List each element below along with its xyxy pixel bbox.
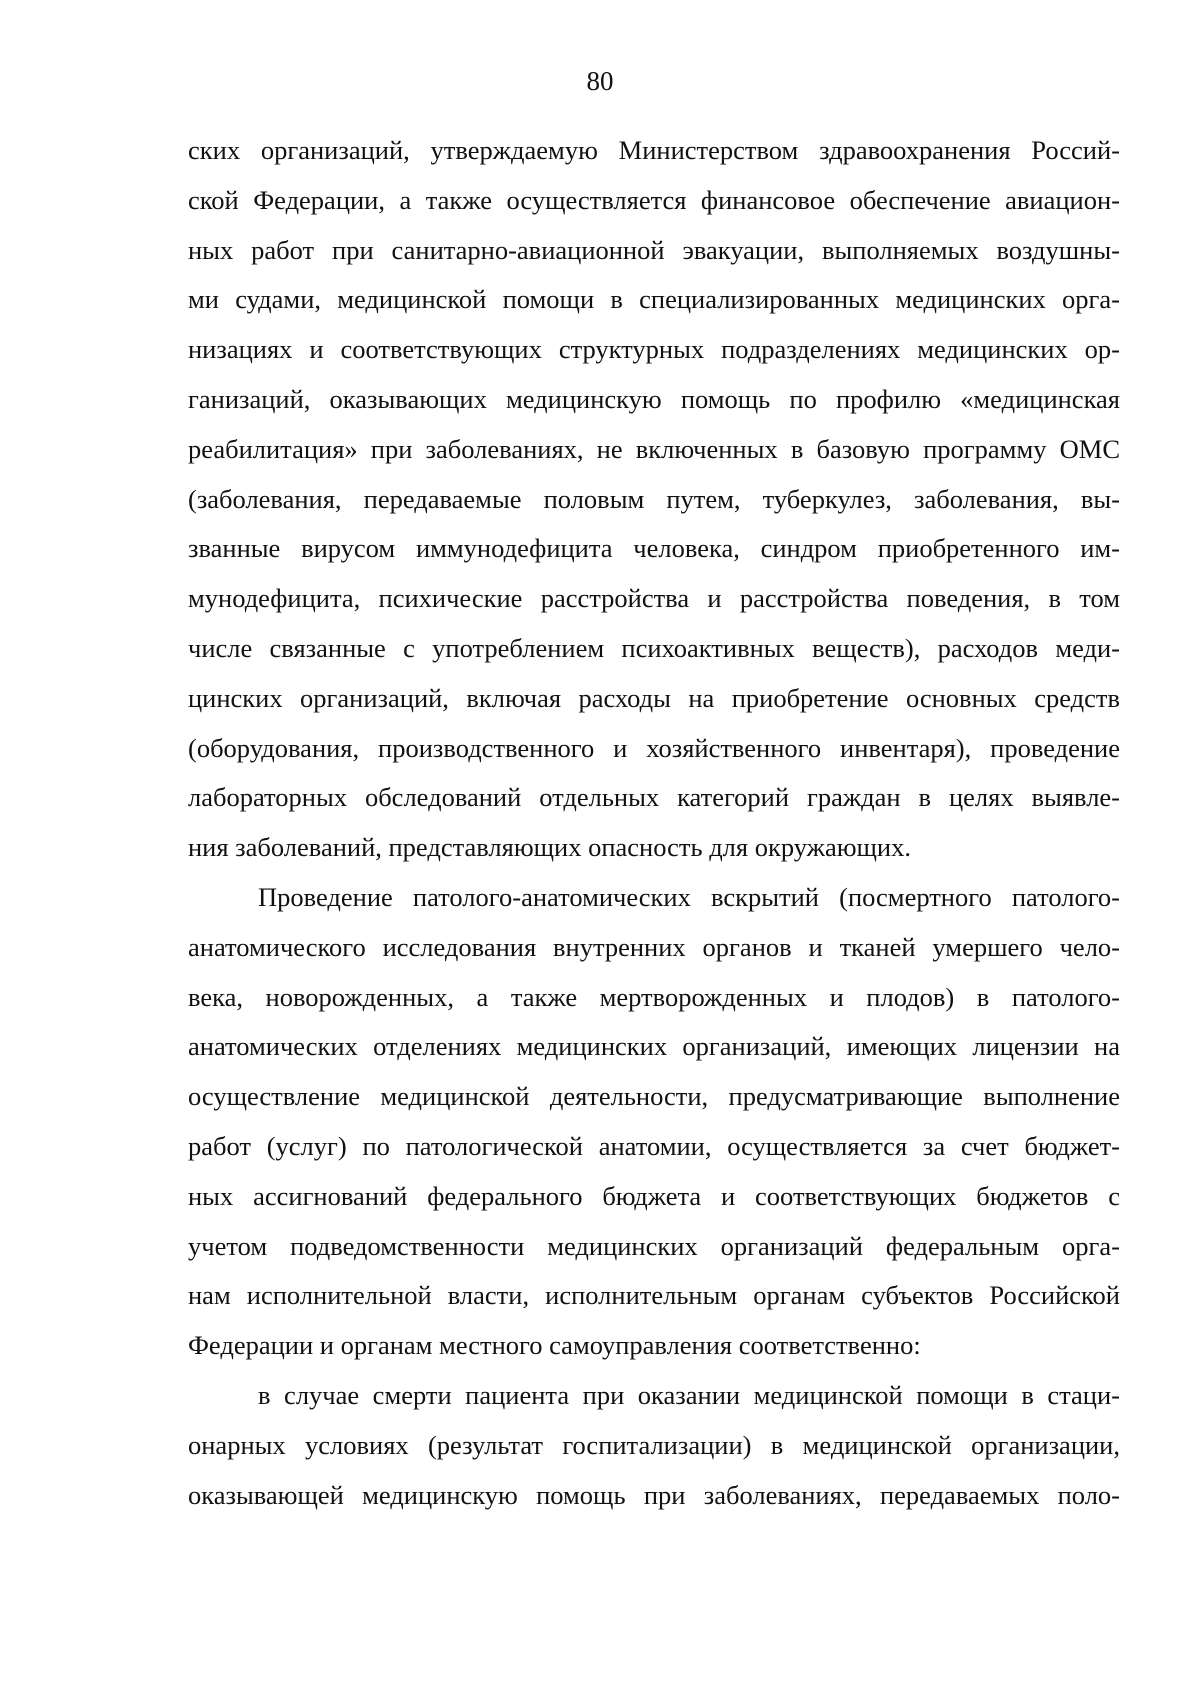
paragraph-2 <box>188 873 1120 1371</box>
paragraph-line: работ (услуг) по патологической анатомии, осуществляется за счет бюджет- <box>188 1130 1120 1161</box>
paragraph-line: анатомических отделениях медицинских организаций, имеющих лицензии на <box>188 1031 1120 1062</box>
paragraph-line: числе связанные с употреблением психоактивных веществ), расходов меди- <box>188 632 1120 663</box>
paragraph-3 <box>188 1371 1120 1520</box>
paragraph-line: нам исполнительной власти, исполнительным органам субъектов Российской <box>188 1280 1120 1311</box>
paragraph-line: (оборудования, производственного и хозяйственного инвентаря), проведение <box>188 732 1120 763</box>
paragraph-line: ганизаций, оказывающих медицинскую помощь по профилю «медицинская <box>188 383 1120 414</box>
page-number: 80 <box>586 66 614 96</box>
paragraph-1 <box>188 126 1120 873</box>
paragraph-line: Проведение патолого-анатомических вскрытий (посмертного патолого- <box>258 881 1120 912</box>
paragraph-line: реабилитация» при заболеваниях, не включенных в базовую программу ОМС <box>188 433 1120 464</box>
paragraph-line: осуществление медицинской деятельности, предусматривающие выполнение <box>188 1081 1120 1112</box>
paragraph-line: Федерации и органам местного самоуправления соответственно: <box>188 1330 921 1361</box>
paragraph-line: цинских организаций, включая расходы на приобретение основных средств <box>188 682 1120 713</box>
paragraph-line: ных работ при санитарно-авиационной эвакуации, выполняемых воздушны- <box>188 234 1120 265</box>
paragraph-line: ных ассигнований федерального бюджета и соответствующих бюджетов с <box>188 1180 1120 1211</box>
paragraph-line: ния заболеваний, представляющих опасность для окружающих. <box>188 832 911 863</box>
document-body <box>188 126 1120 1520</box>
paragraph-line: ми судами, медицинской помощи в специализированных медицинских орга- <box>188 284 1120 315</box>
paragraph-line: лабораторных обследований отдельных категорий граждан в целях выявле- <box>188 782 1120 813</box>
paragraph-line: ских организаций, утверждаемую Министерством здравоохранения Россий- <box>188 135 1120 165</box>
paragraph-line: ской Федерации, а также осуществляется финансовое обеспечение авиацион- <box>188 184 1120 215</box>
paragraph-line: оказывающей медицинскую помощь при заболеваниях, передаваемых поло- <box>188 1479 1120 1510</box>
paragraph-line: анатомического исследования внутренних органов и тканей умершего чело- <box>188 931 1120 962</box>
paragraph-line: онарных условиях (результат госпитализации) в медицинской организации, <box>188 1429 1120 1460</box>
paragraph-line: званные вирусом иммунодефицита человека, синдром приобретенного им- <box>188 533 1120 564</box>
paragraph-line: (заболевания, передаваемые половым путем, туберкулез, заболевания, вы- <box>188 483 1120 514</box>
paragraph-line: низациях и соответствующих структурных подразделениях медицинских ор- <box>188 334 1120 365</box>
paragraph-line: в случае смерти пациента при оказании медицинской помощи в стаци- <box>258 1379 1120 1410</box>
paragraph-line: века, новорожденных, а также мертворожденных и плодов) в патолого- <box>188 981 1120 1012</box>
paragraph-line: учетом подведомственности медицинских организаций федеральным орга- <box>188 1230 1120 1261</box>
paragraph-line: мунодефицита, психические расстройства и расстройства поведения, в том <box>188 583 1120 614</box>
